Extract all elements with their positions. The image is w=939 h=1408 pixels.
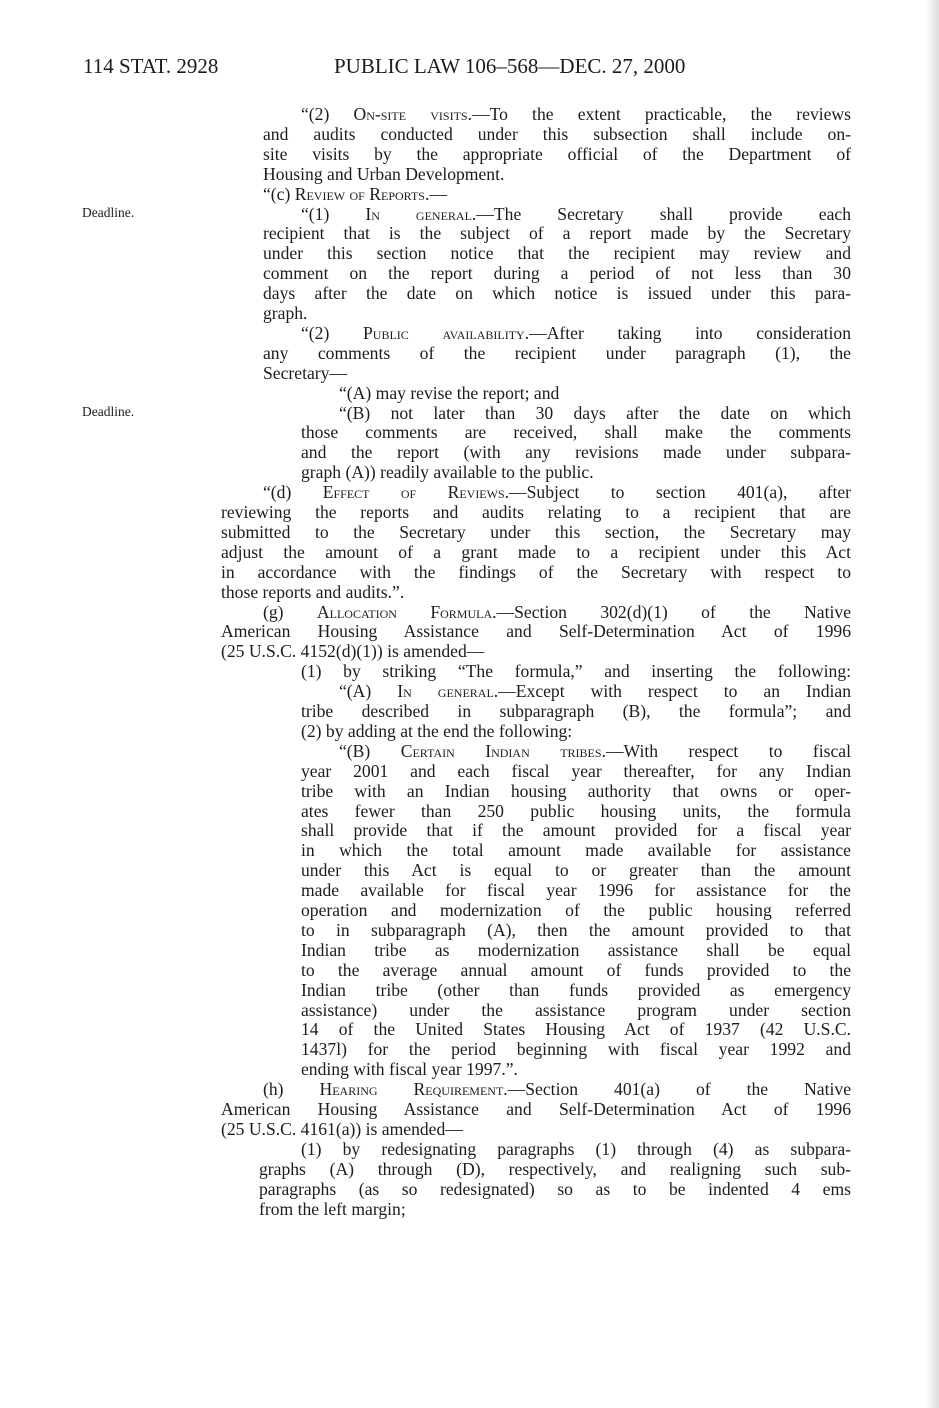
text-run: shall provide that if the amount provided for a fiscal year <box>301 820 851 841</box>
text-line <box>301 701 851 721</box>
text-run: (1) by redesignating paragraphs (1) through (4) as subpara- <box>301 1138 851 1159</box>
heading-small-caps: On-site visits <box>353 104 468 124</box>
text-line <box>263 144 851 164</box>
text-line <box>301 801 851 821</box>
page-header <box>0 54 939 84</box>
text-run: submitted to the Secretary under this section, the Secretary may <box>221 521 851 542</box>
text-line <box>263 124 851 144</box>
heading-small-caps: Public availability <box>363 322 525 343</box>
text-line <box>221 502 851 522</box>
text-line <box>301 721 572 741</box>
text-line <box>263 243 851 263</box>
text-line <box>339 403 851 423</box>
text-run: reviewing the reports and audits relating to a recipient that are <box>221 502 851 522</box>
text-line <box>301 442 851 462</box>
text-run: Indian tribe as modernization assistance shall be equal <box>301 939 851 960</box>
text-run: .—Except with respect to an Indian <box>493 681 851 702</box>
text-line <box>301 920 851 940</box>
text-line <box>301 761 851 781</box>
text-line <box>301 422 851 442</box>
text-line <box>263 283 851 303</box>
text-run: to the average annual amount of funds provided to the <box>301 959 851 980</box>
text-run: those reports and audits.”. <box>221 581 405 602</box>
text-run: (g) <box>263 601 317 622</box>
text-line <box>221 641 484 661</box>
text-run: under this section notice that the recipient may review and <box>263 243 851 264</box>
text-run: “(c) <box>263 183 295 204</box>
text-run: 14 of the United States Housing Act of 1937 (42 U.S.C. <box>301 1019 851 1040</box>
text-run: ates fewer than 250 public housing units, the formula <box>301 800 851 821</box>
margin-note-deadline: Deadline. <box>82 404 135 419</box>
text-run: from the left margin; <box>259 1198 406 1219</box>
text-run: in which the total amount made available for assistance <box>301 840 851 861</box>
text-run: (25 U.S.C. 4152(d)(1)) is amended— <box>221 641 485 662</box>
text-run: assistance) under the assistance program under section <box>301 999 851 1020</box>
text-line <box>301 880 851 900</box>
text-line <box>301 860 851 880</box>
heading-small-caps: Allocation Formula <box>316 601 493 622</box>
text-line <box>221 1119 463 1139</box>
text-line <box>259 1159 851 1179</box>
text-line <box>301 104 851 124</box>
text-line <box>301 462 594 482</box>
text-line <box>301 204 851 224</box>
text-run: made available for fiscal year 1996 for assistance for the <box>301 880 851 901</box>
text-run: “(A) <box>339 681 398 702</box>
text-run: those comments are received, shall make the comments <box>301 422 851 443</box>
text-run: 1437l) for the period beginning with fiscal year 1992 and <box>301 1039 851 1060</box>
text-run: under this Act is equal to or greater than the amount <box>301 860 851 881</box>
text-line <box>301 940 851 960</box>
heading-small-caps: Effect of Reviews <box>322 482 505 503</box>
text-run: .—Section 302(d)(1) of the Native <box>492 601 851 622</box>
text-run: American Housing Assistance and Self-Determination Act of 1996 <box>221 1099 851 1119</box>
text-line <box>339 681 851 701</box>
text-line <box>301 840 851 860</box>
text-line <box>301 661 851 681</box>
text-line <box>221 562 851 582</box>
text-line <box>301 960 851 980</box>
text-run: recipient that is the subject of a report made by the Secretary <box>263 223 851 244</box>
text-run: paragraphs (as so redesignated) so as to be indented 4 ems <box>259 1178 851 1199</box>
text-line <box>263 343 851 363</box>
text-run: and audits conducted under this subsection shall include on- <box>263 123 851 144</box>
text-run: graphs (A) through (D), respectively, and realigning such sub- <box>259 1158 851 1179</box>
text-run: “(A) may revise the report; and <box>339 382 560 403</box>
text-line <box>263 184 447 204</box>
text-line <box>263 363 347 383</box>
text-run: in accordance with the findings of the Secretary with respect to <box>221 561 851 582</box>
text-line <box>263 602 851 622</box>
text-line <box>301 781 851 801</box>
page-edge-shadow <box>925 0 939 1408</box>
text-line <box>263 223 851 243</box>
text-run: “(2) <box>301 104 354 124</box>
text-line <box>301 980 851 1000</box>
text-run: and the report (with any revisions made under subpara- <box>301 442 851 463</box>
heading-small-caps: Certain Indian tribes <box>400 740 602 761</box>
heading-small-caps: In general <box>365 203 472 224</box>
text-run: (25 U.S.C. 4161(a)) is amended— <box>221 1118 463 1139</box>
text-run: American Housing Assistance and Self-Determination Act of 1996 <box>221 621 851 642</box>
text-run: .—Section 401(a) of the Native <box>503 1079 851 1100</box>
text-run: Secretary— <box>263 362 348 383</box>
text-run: days after the date on which notice is issued under this para- <box>263 283 851 304</box>
text-run: tribe with an Indian housing authority that owns or oper- <box>301 780 851 801</box>
text-run: adjust the amount of a grant made to a recipient under this Act <box>221 541 851 562</box>
margin-note-deadline: Deadline. <box>82 205 135 220</box>
text-line <box>301 900 851 920</box>
text-run: .—Subject to section 401(a), after <box>504 482 851 503</box>
text-line <box>301 1059 518 1079</box>
text-run: .— <box>424 183 447 204</box>
public-law-citation: PUBLIC LAW 106–568—DEC. 27, 2000 <box>334 54 686 78</box>
text-line <box>301 1139 851 1159</box>
text-run: .—The Secretary shall provide each <box>471 203 851 224</box>
text-line <box>221 542 851 562</box>
text-line <box>263 263 851 283</box>
text-run: “(B) not later than 30 days after the date on which <box>339 402 851 423</box>
text-line <box>263 303 307 323</box>
text-line <box>263 164 504 184</box>
text-run: “(1) <box>301 203 366 224</box>
text-line <box>221 522 851 542</box>
text-run: site visits by the appropriate official of the Department of <box>263 143 851 164</box>
text-run: .—After taking into consideration <box>524 322 851 343</box>
text-line <box>221 582 404 602</box>
text-run: graph. <box>263 303 308 323</box>
text-run: .—To the extent practicable, the reviews <box>467 104 851 124</box>
text-line <box>259 1199 406 1219</box>
text-run: (h) <box>263 1079 320 1100</box>
text-run: operation and modernization of the public housing referred <box>301 900 851 920</box>
text-run: (1) by striking “The formula,” and inserting the following: <box>301 661 851 682</box>
text-line <box>301 1000 851 1020</box>
text-line <box>221 621 851 641</box>
text-line <box>339 741 851 761</box>
text-run: “(B) <box>339 740 401 761</box>
text-line <box>301 1019 851 1039</box>
text-run: (2) by adding at the end the following: <box>301 720 573 741</box>
text-run: .—With respect to fiscal <box>601 740 851 761</box>
text-line <box>339 383 559 403</box>
text-run: year 2001 and each fiscal year thereafter, for any Indian <box>301 760 851 781</box>
heading-small-caps: Review of Reports <box>294 183 425 204</box>
text-line <box>301 1039 851 1059</box>
text-line <box>259 1179 851 1199</box>
text-line <box>263 482 851 502</box>
text-run: tribe described in subparagraph (B), the formula”; and <box>301 701 851 721</box>
text-run: any comments of the recipient under paragraph (1), the <box>263 342 851 363</box>
text-run: comment on the report during a period of not less than 30 <box>263 263 851 284</box>
text-line <box>301 820 851 840</box>
text-run: ending with fiscal year 1997.”. <box>301 1059 518 1080</box>
heading-small-caps: In general <box>397 681 494 702</box>
text-line <box>263 1079 851 1099</box>
text-run: “(d) <box>263 482 323 503</box>
text-line <box>221 1099 851 1119</box>
heading-small-caps: Hearing Requirement <box>319 1079 504 1100</box>
text-run: to in subparagraph (A), then the amount provided to that <box>301 919 851 940</box>
text-run: Housing and Urban Development. <box>263 163 505 184</box>
text-run: “(2) <box>301 322 364 343</box>
text-run: graph (A)) readily available to the public. <box>301 462 594 483</box>
stat-page-number: 114 STAT. 2928 <box>83 54 219 78</box>
text-run: Indian tribe (other than funds provided as emergency <box>301 979 851 1000</box>
text-line <box>301 323 851 343</box>
